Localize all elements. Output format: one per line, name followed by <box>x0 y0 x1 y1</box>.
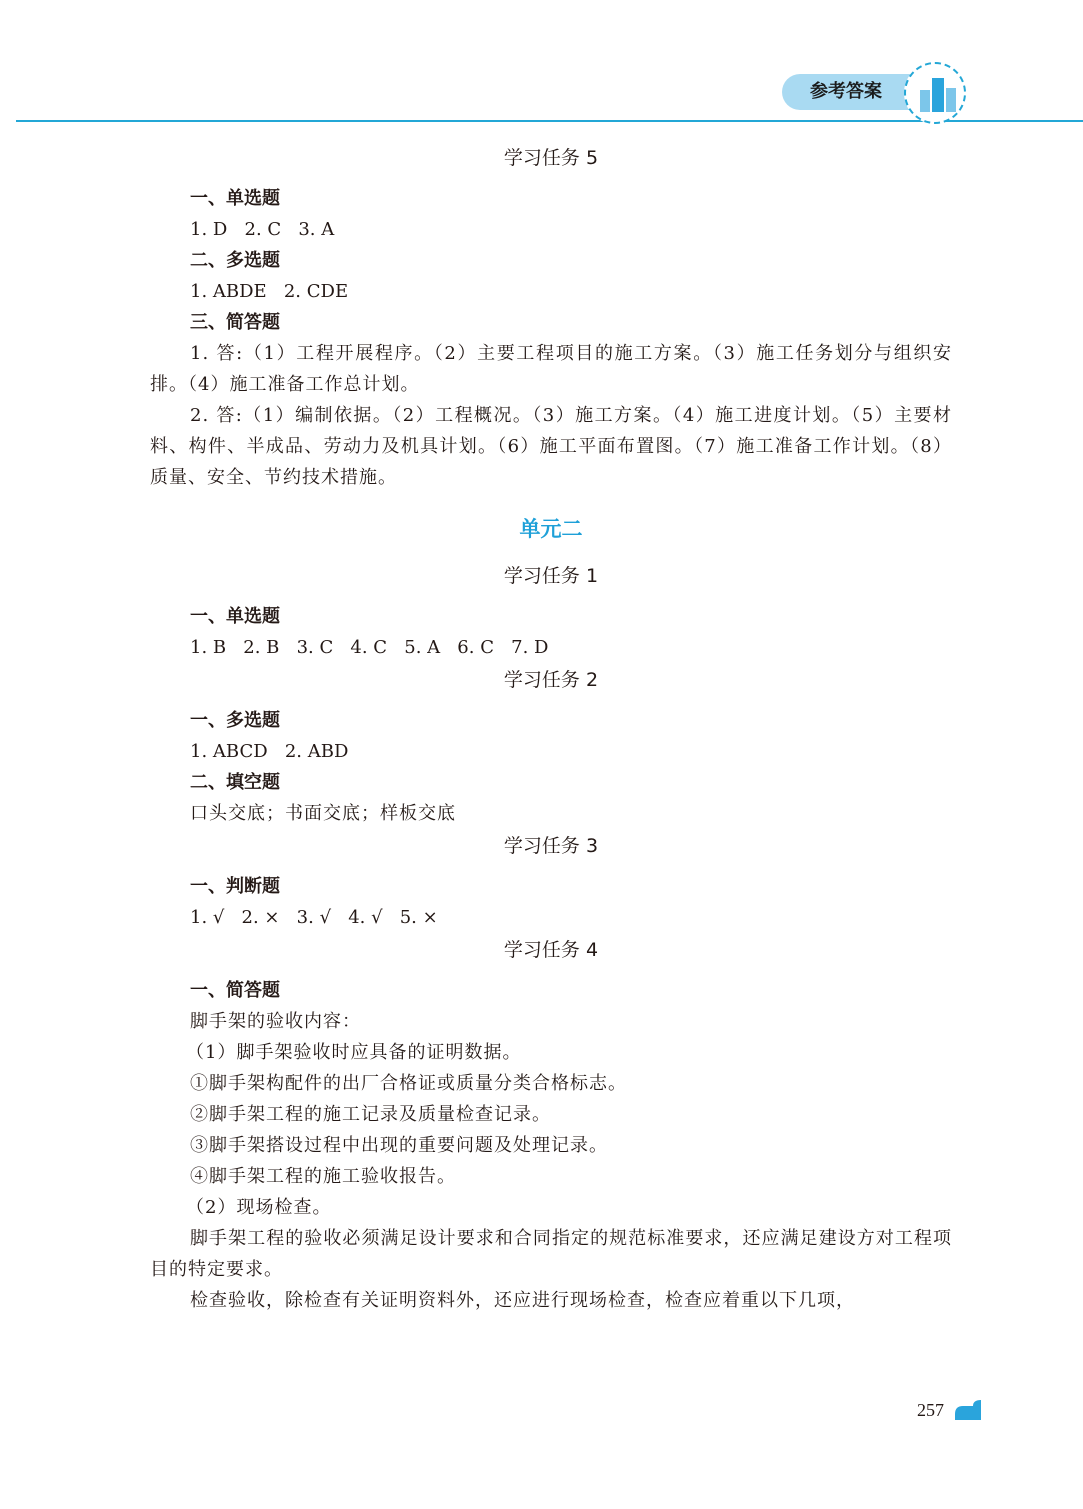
section-title: 二、填空题 <box>190 772 280 793</box>
task-heading: 学习任务 2 <box>503 669 599 691</box>
answer-paragraph: 检查验收，除检查有关证明资料外，还应进行现场检查，检查应着重以下几项， <box>190 1290 855 1311</box>
section-title: 一、简答题 <box>190 980 280 1001</box>
answer-line: 1. √ 2. × 3. √ 4. √ 5. × <box>190 907 438 928</box>
page-corner-icon <box>953 1400 981 1420</box>
unit-title: 单元二 <box>519 517 583 541</box>
answer-line: ①脚手架构配件的出厂合格证或质量分类合格标志。 <box>190 1073 627 1094</box>
answer-paragraph: 脚手架工程的验收必须满足设计要求和合同指定的规范标准要求，还应满足建设方对工程项目的特定要求。 <box>150 1228 952 1280</box>
section-title: 三、简答题 <box>190 312 280 333</box>
answer-line: （2）现场检查。 <box>186 1197 332 1218</box>
answer-line: ②脚手架工程的施工记录及质量检查记录。 <box>190 1104 551 1125</box>
building-icon <box>904 62 966 124</box>
section-title: 一、判断题 <box>190 876 280 897</box>
answer-line: （1）脚手架验收时应具备的证明数据。 <box>186 1042 522 1063</box>
task-heading: 学习任务 5 <box>503 147 599 169</box>
section-title: 一、多选题 <box>190 710 280 731</box>
answer-line: 1. ABCD 2. ABD <box>190 741 349 762</box>
task-heading: 学习任务 4 <box>503 939 599 961</box>
section-title: 一、单选题 <box>190 606 280 627</box>
answer-line: ③脚手架搭设过程中出现的重要问题及处理记录。 <box>190 1135 608 1156</box>
answer-line: 1. ABDE 2. CDE <box>190 281 349 302</box>
task-heading: 学习任务 1 <box>503 565 599 587</box>
answer-line: 1. B 2. B 3. C 4. C 5. A 6. C 7. D <box>190 637 549 658</box>
answer-line: 脚手架的验收内容： <box>190 1011 361 1032</box>
task-heading: 学习任务 3 <box>503 835 599 857</box>
answer-line: ④脚手架工程的施工验收报告。 <box>190 1166 456 1187</box>
section-title: 二、多选题 <box>190 250 280 271</box>
answer-paragraph: 2. 答:（1）编制依据。（2）工程概况。（3）施工方案。（4）施工进度计划。（5）主要材料、构件、半成品、劳动力及机具计划。（6）施工平面布置图。（7）施工准备工作计划。（8）质量、安全、节约技术措施。 <box>150 405 952 488</box>
answer-line: 口头交底；书面交底；样板交底 <box>190 803 456 824</box>
section-title: 一、单选题 <box>190 188 280 209</box>
page-number: 257 <box>917 1400 944 1420</box>
answer-paragraph: 1. 答:（1）工程开展程序。（2）主要工程项目的施工方案。（3）施工任务划分与组织安排。（4）施工准备工作总计划。 <box>150 343 952 395</box>
answer-line: 1. D 2. C 3. A <box>190 219 335 240</box>
section-badge: 参考答案 <box>782 74 910 110</box>
page-content <box>150 141 952 1316</box>
